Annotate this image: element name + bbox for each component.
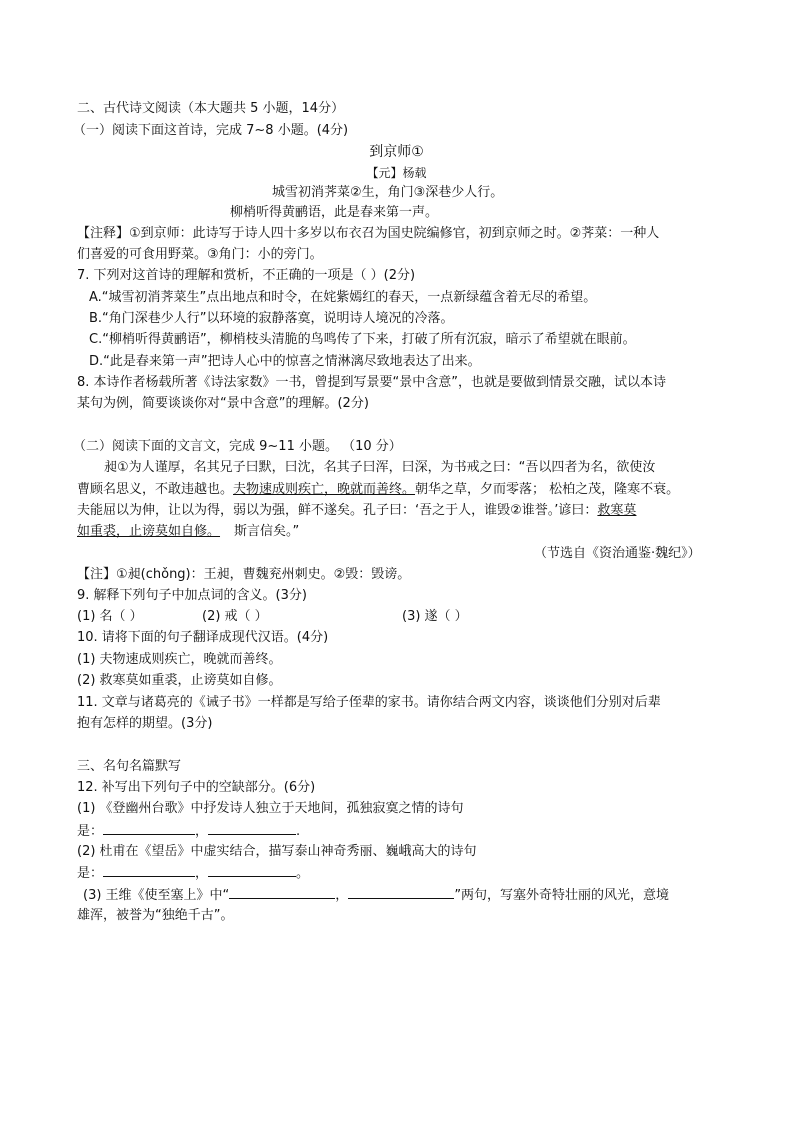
q7-option-b: B.“角门深巷少人行”以环境的寂静落寞，说明诗人境况的冷落。	[89, 311, 454, 326]
q10-sentence-1: (1) 夫物速成则疾亡，晚就而善终。	[77, 652, 282, 667]
q12-item-1-line-1: (1) 《登幽州台歌》中抒发诗人独立于天地间，孤独寂寞之情的诗句	[77, 801, 464, 816]
passage-line-4	[77, 523, 299, 541]
q12-item-2-comma: ，	[195, 866, 209, 881]
q11-line-2: 抱有怎样的期望。(3分)	[77, 716, 213, 731]
q12-item-3-line-1	[83, 886, 669, 905]
passage-underlined-sentence-1: 夫物速成则疾亡，晚就而善终。	[233, 482, 416, 497]
poem-title: 到京师①	[369, 144, 424, 160]
q12-item-3-suffix: ”两句，写塞外奇特壮丽的风光，意境	[454, 888, 670, 903]
part1-intro: （一）阅读下面这首诗，完成 7~8 小题。(4分)	[73, 123, 349, 138]
q12-item-2-blank-2[interactable]	[208, 864, 296, 877]
section2-heading: 二、古代诗文阅读（本大题共 5 小题，14分）	[77, 101, 345, 116]
passage-line-3	[77, 502, 636, 520]
poem-line-2: 柳梢听得黄鹂语，此是春来第一声。	[230, 205, 439, 220]
q9-stem: 9. 解释下列句子中加点词的含义。(3分)	[77, 588, 307, 603]
q12-item-2-line-1: (2) 杜甫在《望岳》中虚实结合，描写泰山神奇秀丽、巍峨高大的诗句	[77, 844, 477, 859]
q12-item-2-prefix: 是：	[77, 866, 104, 881]
q12-item-3-line-2: 雄浑，被誉为“独绝千古”。	[77, 908, 234, 923]
poem-line-1: 城雪初消荠菜②生，角门③深巷少人行。	[272, 185, 504, 200]
q9-item-1: (1) 名（ ）	[77, 609, 143, 624]
passage-line-2-a: 曹顾名思义，不敢违越也。	[77, 482, 234, 497]
q12-item-1-comma: ，	[195, 824, 209, 839]
q12-item-3-mid: ，	[335, 888, 349, 903]
q12-item-1-prefix: 是：	[77, 824, 104, 839]
q12-item-3-blank-1[interactable]	[229, 886, 335, 899]
q12-item-1-blank-1[interactable]	[103, 822, 195, 835]
passage-line-3-a: 夫能屈以为伸，让以为得，弱以为强，鲜不遂矣。孔子曰：‘吾之于人，谁毁②谁誉。’谚曰：	[77, 503, 598, 518]
q9-item-3: (3) 遂（ ）	[402, 609, 468, 624]
q8-line-2: 某句为例，简要谈谈你对“景中含意”的理解。(2分)	[77, 396, 369, 411]
part2-intro: （二）阅读下面的文言文，完成 9~11 小题。 （10 分）	[73, 439, 402, 454]
passage-line-1: 昶①为人谨厚，名其兄子曰默，曰沈，名其子曰浑，曰深，为书戒之曰：“吾以四者为名，欲使汝	[104, 460, 656, 475]
q12-item-1-line-2	[77, 822, 300, 841]
passage-source: （节选自《资治通鉴·魏纪》）	[534, 546, 701, 561]
passage-note: 【注】①昶(chǒng)：王昶，曹魏兖州刺史。②毁：毁谤。	[77, 567, 411, 582]
passage-line-2-b: 朝华之草，夕而零落； 松柏之茂，隆寒不衰。	[415, 482, 680, 497]
passage-line-2	[77, 481, 679, 499]
passage-line-4-b: 斯言信矣。”	[234, 524, 300, 539]
passage-underlined-sentence-2a: 救寒莫	[597, 503, 637, 518]
q12-item-2-period: 。	[296, 866, 310, 881]
poem-author: 【元】杨载	[366, 166, 427, 180]
poem-note-line-2: 们喜爱的可食用野菜。③角门：小的旁门。	[77, 247, 323, 262]
q12-item-2-blank-1[interactable]	[103, 864, 195, 877]
q7-option-d: D.“此是春来第一声”把诗人心中的惊喜之情淋漓尽致地表达了出来。	[89, 354, 481, 369]
q12-item-1-period: .	[296, 824, 301, 839]
section3-heading: 三、名句名篇默写	[77, 759, 182, 774]
q7-option-c: C.“柳梢听得黄鹂语”，柳梢枝头清脆的鸟鸣传了下来，打破了所有沉寂，暗示了希望就在眼前。	[89, 332, 636, 347]
q9-item-2: (2) 戒（ ）	[202, 609, 268, 624]
q12-item-3-blank-2[interactable]	[348, 886, 454, 899]
q7-option-a: A.“城雪初消荠菜生”点出地点和时令，在姹紫嫣红的春天，一点新绿蕴含着无尽的希望。	[89, 290, 597, 305]
q12-item-1-blank-2[interactable]	[208, 822, 296, 835]
q11-line-1: 11. 文章与诸葛亮的《诫子书》一样都是写给子侄辈的家书。请你结合两文内容，谈谈他们分别对后辈	[77, 695, 661, 710]
q12-item-3-prefix: (3) 王维《使至塞上》中“	[83, 888, 230, 903]
poem-note-line-1: 【注释】①到京师：此诗写于诗人四十多岁以布衣召为国史院编修官，初到京师之时。②荠菜：一种人	[77, 226, 660, 241]
q12-item-2-line-2	[77, 864, 309, 883]
q8-line-1: 8. 本诗作者杨载所著《诗法家数》一书，曾提到写景要“景中含意”，也就是要做到情景交融，试以本诗	[77, 375, 667, 390]
passage-underlined-sentence-2b: 如重裘，止谤莫如自修。	[77, 524, 221, 539]
q12-stem: 12. 补写出下列句子中的空缺部分。(6分)	[77, 780, 316, 795]
q10-sentence-2: (2) 救寒莫如重裘，止谤莫如自修。	[77, 673, 282, 688]
q10-stem: 10. 请将下面的句子翻译成现代汉语。(4分)	[77, 630, 329, 645]
q7-stem: 7. 下列对这首诗的理解和赏析，不正确的一项是（ ）(2分)	[77, 268, 416, 283]
